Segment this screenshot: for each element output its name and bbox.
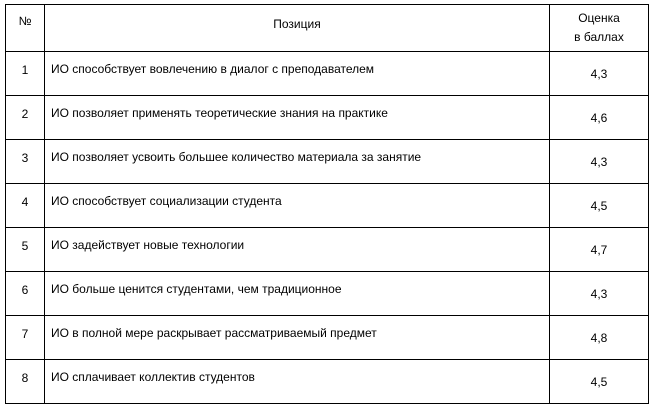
table-row <box>6 272 649 316</box>
row-number: 6 <box>6 272 45 316</box>
row-score: 4,8 <box>550 316 649 360</box>
row-position: ИО сплачивает коллектив студентов <box>45 360 550 404</box>
row-position: ИО способствует социализации студента <box>45 184 550 228</box>
row-number: 7 <box>6 316 45 360</box>
header-score-line2: в баллах <box>574 30 624 44</box>
row-position: ИО позволяет усвоить большее количество материала за занятие <box>45 140 550 184</box>
row-number: 5 <box>6 228 45 272</box>
row-score: 4,3 <box>550 272 649 316</box>
table-row <box>6 184 649 228</box>
row-number: 1 <box>6 52 45 96</box>
table-row <box>6 316 649 360</box>
row-position: ИО в полной мере раскрывает рассматриваемый предмет <box>45 316 550 360</box>
row-score: 4,3 <box>550 140 649 184</box>
row-position: ИО способствует вовлечению в диалог с преподавателем <box>45 52 550 96</box>
row-score: 4,5 <box>550 360 649 404</box>
row-score: 4,6 <box>550 96 649 140</box>
row-score: 4,5 <box>550 184 649 228</box>
row-score: 4,3 <box>550 52 649 96</box>
row-number: 4 <box>6 184 45 228</box>
header-score-line1: Оценка <box>578 11 620 25</box>
row-position: ИО задействует новые технологии <box>45 228 550 272</box>
header-row <box>6 5 649 52</box>
header-score <box>550 5 649 52</box>
row-position: ИО позволяет применять теоретические знания на практике <box>45 96 550 140</box>
header-number: № <box>6 5 45 52</box>
header-position: Позиция <box>45 5 550 52</box>
row-number: 3 <box>6 140 45 184</box>
row-number: 8 <box>6 360 45 404</box>
row-position: ИО больше ценится студентами, чем традиционное <box>45 272 550 316</box>
row-score: 4,7 <box>550 228 649 272</box>
table-row <box>6 96 649 140</box>
table-row <box>6 228 649 272</box>
row-number: 2 <box>6 96 45 140</box>
table-row <box>6 140 649 184</box>
table-row <box>6 360 649 404</box>
rating-table <box>5 4 649 404</box>
table-row <box>6 52 649 96</box>
